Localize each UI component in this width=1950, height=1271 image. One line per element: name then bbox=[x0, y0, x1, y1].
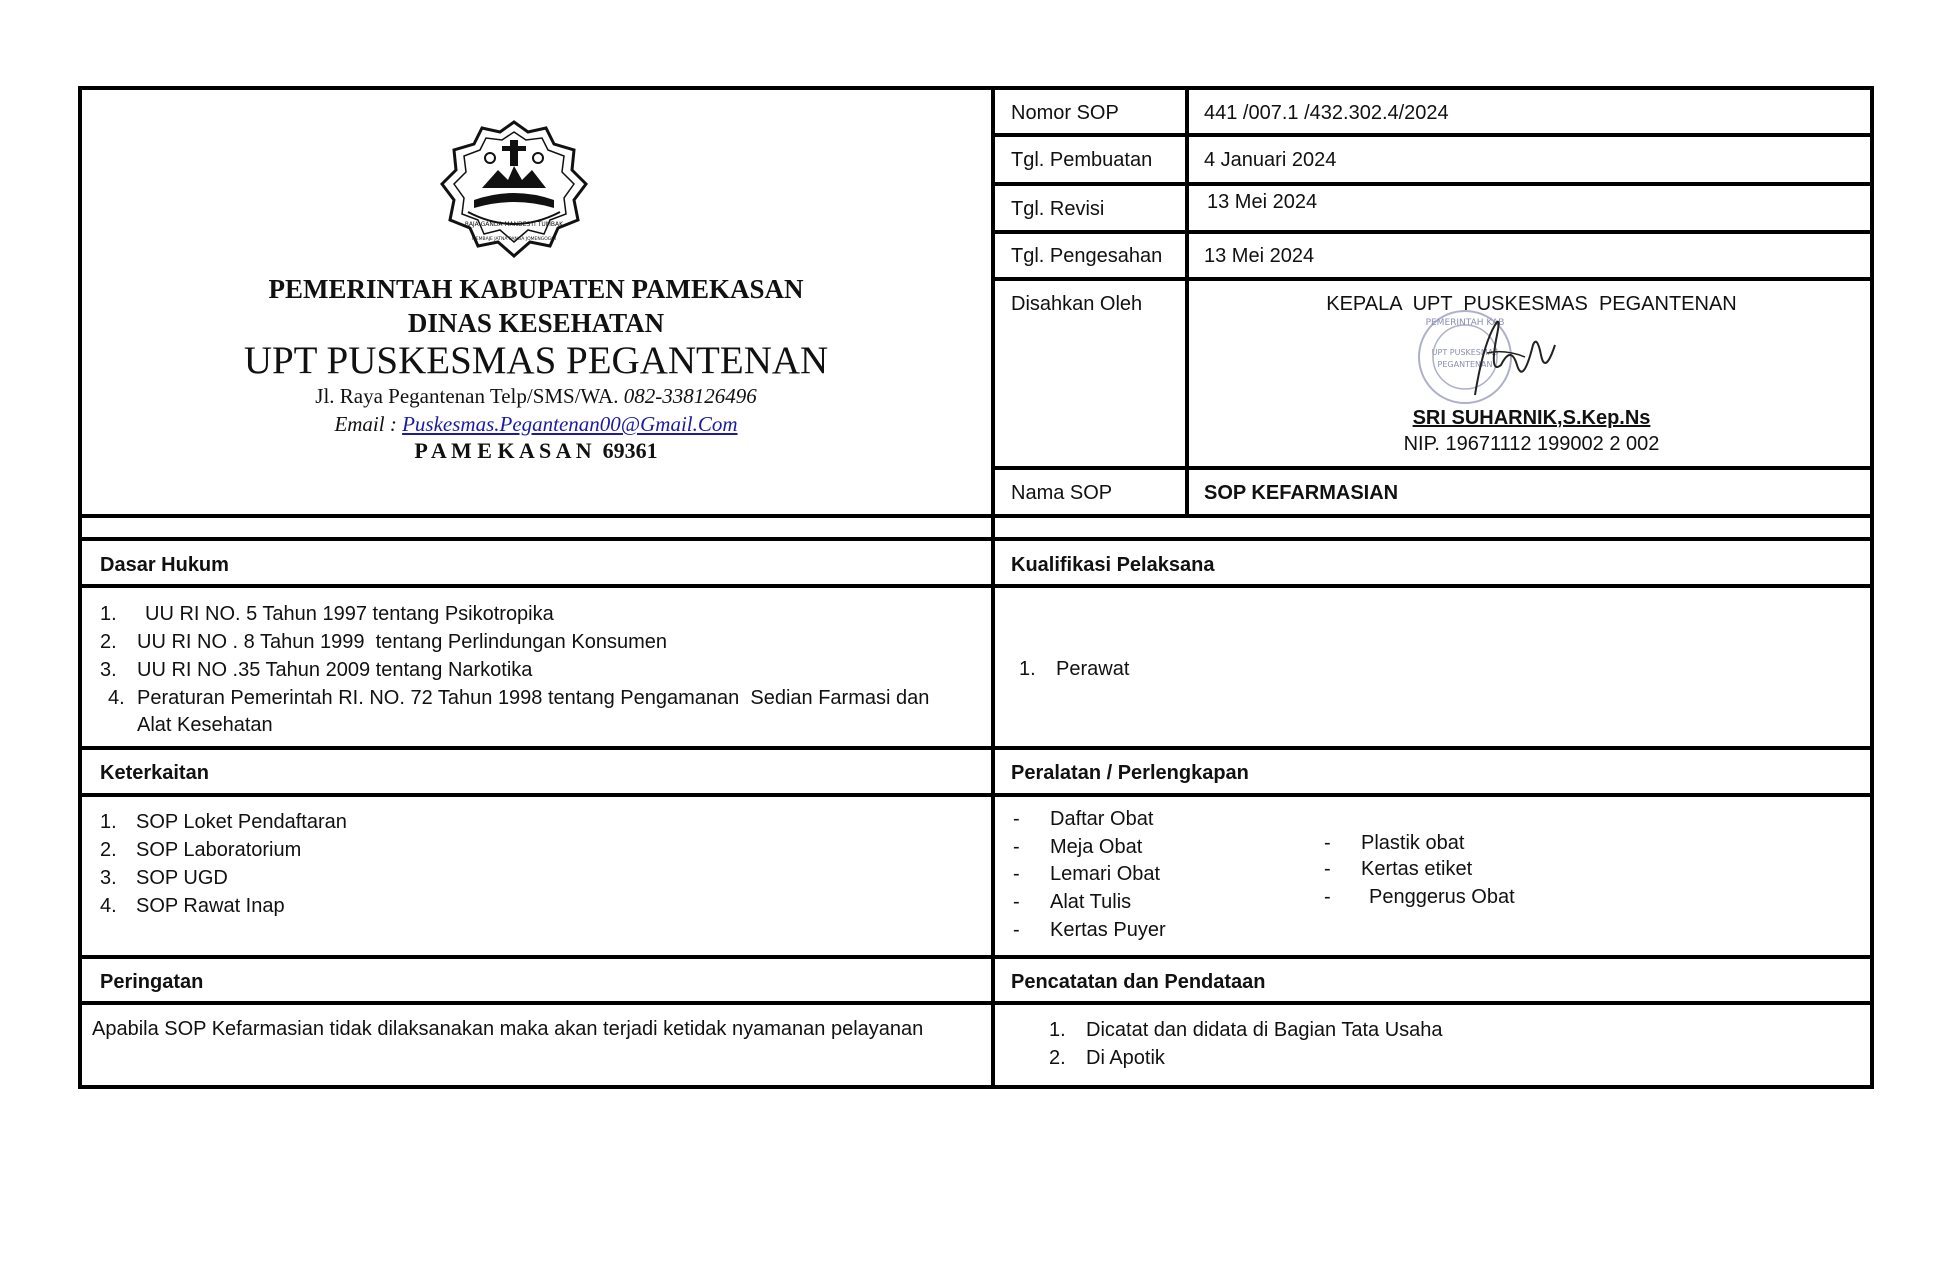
stamp-outer-text: PEMERINTAH KAB bbox=[1425, 318, 1505, 328]
stamp-inner-text-1: UPT PUSKESMAS bbox=[1431, 348, 1499, 357]
signer-name: SRI SUHARNIK,S.Kep.Ns bbox=[1412, 407, 1651, 429]
meta-row-line bbox=[991, 230, 1874, 234]
list-item-number: 3. bbox=[100, 867, 117, 889]
tgl-pengesahan-label: Tgl. Pengesahan bbox=[1011, 245, 1163, 267]
agency-city: P A M E K A S A N 69361 bbox=[414, 438, 658, 463]
list-item: UU RI NO. 5 Tahun 1997 tentang Psikotropika bbox=[145, 603, 554, 625]
bullet-dash: - bbox=[1324, 832, 1331, 854]
spacer-line bbox=[78, 537, 1874, 541]
tgl-pengesahan-value: 13 Mei 2024 bbox=[1204, 245, 1315, 267]
disahkan-oleh-label: Disahkan Oleh bbox=[1011, 293, 1143, 315]
list-item-continuation: Alat Kesehatan bbox=[137, 714, 273, 736]
nama-sop-label: Nama SOP bbox=[1011, 482, 1113, 504]
kualifikasi-title: Kualifikasi Pelaksana bbox=[1011, 554, 1215, 576]
list-item: UU RI NO . 8 Tahun 1999 tentang Perlindungan Konsumen bbox=[137, 631, 667, 653]
peralatan-title: Peralatan / Perlengkapan bbox=[1011, 762, 1249, 784]
stamp-inner-text-2: PEGANTENAN bbox=[1437, 360, 1493, 369]
pamekasan-logo bbox=[438, 118, 590, 260]
list-item-number: 2. bbox=[1049, 1047, 1066, 1069]
logo-motto-text: MEMBAJE JATNA PANGA JOMENGOGGI bbox=[471, 237, 557, 242]
approver-title: KEPALA UPT PUSKESMAS PEGANTENAN bbox=[1326, 293, 1737, 315]
address-text: Jl. Raya Pegantenan Telp/SMS/WA. bbox=[315, 384, 619, 408]
bullet-dash: - bbox=[1013, 836, 1020, 858]
list-item-number: 1. bbox=[1049, 1019, 1066, 1041]
list-item-number: 2. bbox=[100, 631, 117, 653]
list-item: Alat Tulis bbox=[1050, 891, 1132, 913]
list-item-number: 4. bbox=[108, 687, 125, 709]
official-stamp bbox=[1405, 305, 1575, 405]
agency-address bbox=[82, 384, 990, 409]
section-line bbox=[78, 1001, 1874, 1005]
peringatan-title: Peringatan bbox=[100, 971, 204, 993]
list-item-number: 1. bbox=[1019, 658, 1036, 680]
email-link[interactable]: Puskesmas.Pegantenan00@Gmail.Com bbox=[402, 412, 738, 436]
bullet-dash: - bbox=[1324, 886, 1331, 908]
list-item: Perawat bbox=[1056, 658, 1130, 680]
list-item-number: 1. bbox=[100, 811, 117, 833]
list-item: Plastik obat bbox=[1361, 832, 1465, 854]
signer-nip: NIP. 19671112 199002 2 002 bbox=[1403, 433, 1660, 455]
list-item-number: 1. bbox=[100, 603, 117, 625]
list-item: SOP Rawat Inap bbox=[136, 895, 285, 917]
header-bottom-line bbox=[78, 514, 1874, 518]
meta-row-line bbox=[991, 133, 1874, 137]
dasar-hukum-title: Dasar Hukum bbox=[100, 554, 229, 576]
list-item: SOP Loket Pendaftaran bbox=[136, 811, 347, 833]
section-line bbox=[78, 793, 1874, 797]
tgl-pembuatan-label: Tgl. Pembuatan bbox=[1011, 149, 1153, 171]
logo-ribbon-text: RAJA GANDA MANDESTI TUMBAK bbox=[464, 221, 564, 228]
list-item: Kertas Puyer bbox=[1050, 919, 1166, 941]
meta-row-line bbox=[991, 466, 1874, 470]
list-item-number: 2. bbox=[100, 839, 117, 861]
section-line bbox=[78, 746, 1874, 750]
nomor-sop-value: 441 /007.1 /432.302.4/2024 bbox=[1204, 102, 1449, 124]
list-item: Meja Obat bbox=[1050, 836, 1143, 858]
list-item-number: 4. bbox=[100, 895, 117, 917]
list-item: Penggerus Obat bbox=[1369, 886, 1515, 908]
agency-line-1: PEMERINTAH KABUPATEN PAMEKASAN bbox=[268, 274, 804, 304]
pencatatan-title: Pencatatan dan Pendataan bbox=[1011, 971, 1266, 993]
list-item: Dicatat dan didata di Bagian Tata Usaha bbox=[1086, 1019, 1443, 1041]
keterkaitan-title: Keterkaitan bbox=[100, 762, 209, 784]
tgl-pembuatan-value: 4 Januari 2024 bbox=[1204, 149, 1337, 171]
meta-row-line bbox=[991, 182, 1874, 186]
section-line bbox=[78, 955, 1874, 959]
bullet-dash: - bbox=[1013, 891, 1020, 913]
email-label: Email : bbox=[334, 412, 397, 436]
agency-line-3: UPT PUSKESMAS PEGANTENAN bbox=[243, 339, 829, 382]
phone-number: 082-338126496 bbox=[623, 384, 757, 408]
list-item: Kertas etiket bbox=[1361, 858, 1473, 880]
peringatan-text: Apabila SOP Kefarmasian tidak dilaksanakan maka akan terjadi ketidak nyamanan pelayanan bbox=[92, 1018, 924, 1040]
nama-sop-value: SOP KEFARMASIAN bbox=[1204, 482, 1399, 504]
list-item-number: 3. bbox=[100, 659, 117, 681]
bullet-dash: - bbox=[1324, 858, 1331, 880]
list-item: Di Apotik bbox=[1086, 1047, 1165, 1069]
meta-row-line bbox=[991, 277, 1874, 281]
list-item: Daftar Obat bbox=[1050, 808, 1154, 830]
tgl-revisi-label: Tgl. Revisi bbox=[1011, 198, 1105, 220]
bullet-dash: - bbox=[1013, 863, 1020, 885]
bullet-dash: - bbox=[1013, 808, 1020, 830]
list-item: Peraturan Pemerintah RI. NO. 72 Tahun 1998 tentang Pengamanan Sedian Farmasi dan bbox=[137, 687, 930, 709]
tgl-revisi-value: 13 Mei 2024 bbox=[1207, 191, 1318, 213]
list-item: SOP Laboratorium bbox=[136, 839, 302, 861]
list-item: Lemari Obat bbox=[1050, 863, 1161, 885]
nomor-sop-label: Nomor SOP bbox=[1011, 102, 1119, 124]
list-item: UU RI NO .35 Tahun 2009 tentang Narkotika bbox=[137, 659, 533, 681]
section-line bbox=[78, 584, 1874, 588]
list-item: SOP UGD bbox=[136, 867, 228, 889]
bullet-dash: - bbox=[1013, 919, 1020, 941]
agency-line-2: DINAS KESEHATAN bbox=[407, 308, 665, 338]
agency-email bbox=[82, 412, 990, 437]
